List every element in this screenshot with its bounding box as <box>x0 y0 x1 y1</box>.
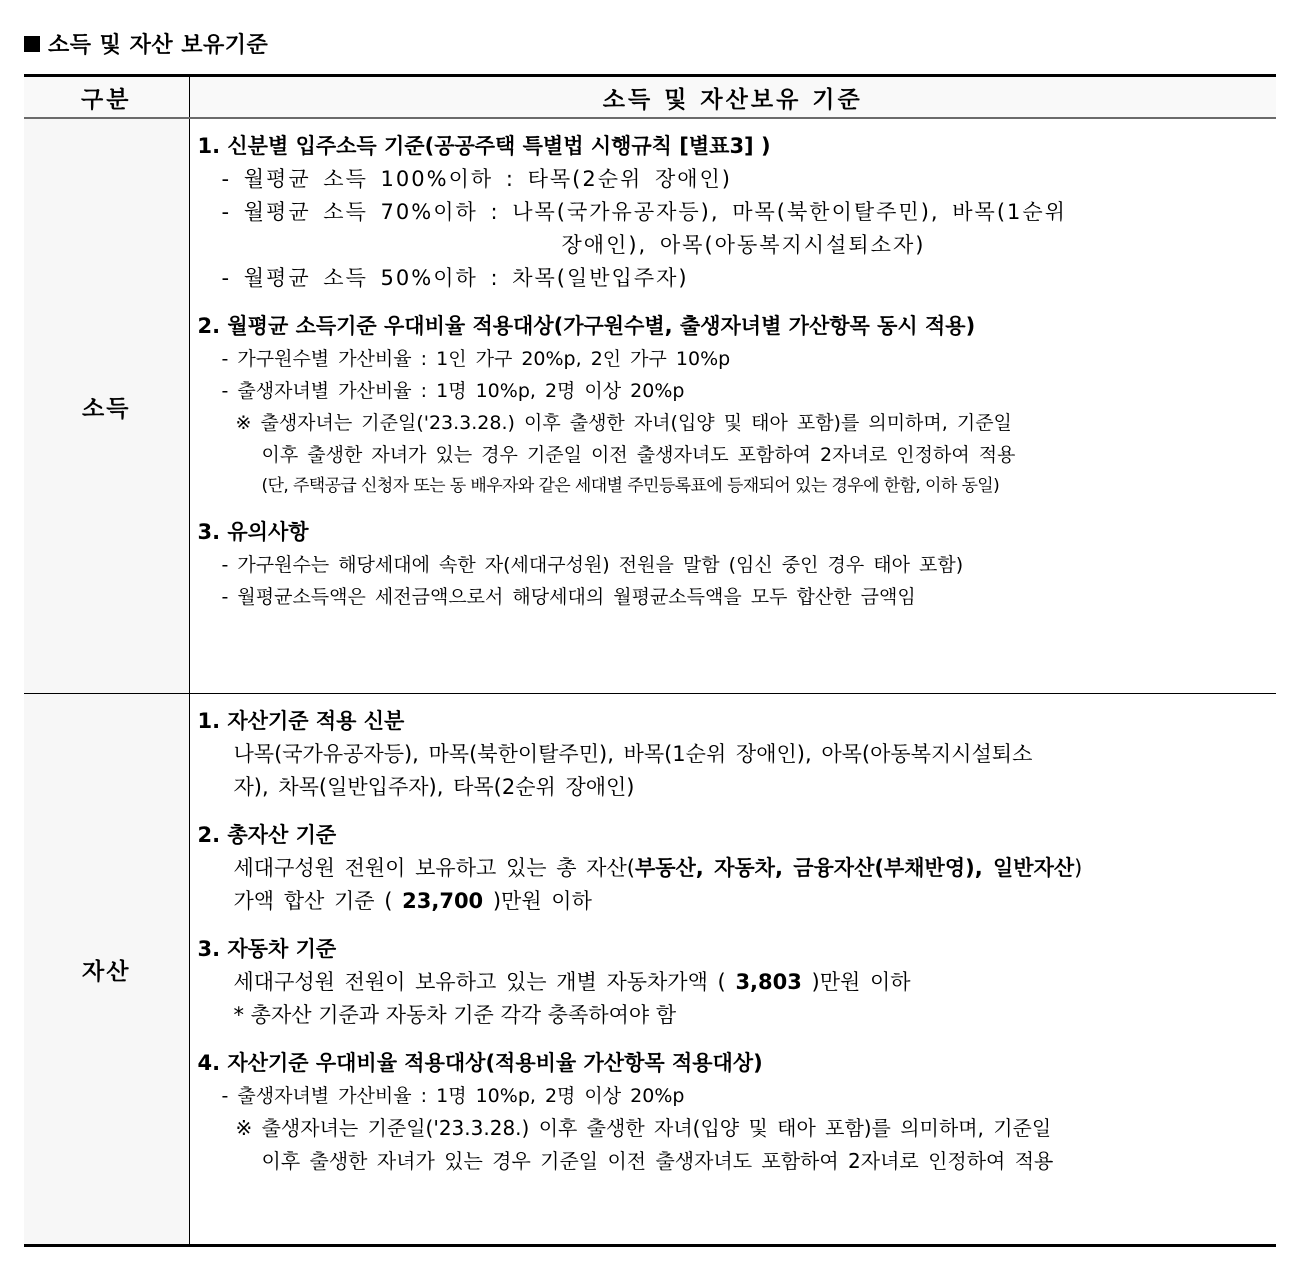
asset-block-2 <box>198 818 1277 918</box>
asset-note-line: 이후 출생한 자녀가 있는 경우 기준일 이전 출생자녀도 포함하여 2자녀로 인정하여 적용 <box>261 1149 1054 1173</box>
asset-line: 나목(국가유공자등), 마목(북한이탈주민), 바목(1순위 장애인), 아목(아동복지시설퇴소 <box>233 742 1033 766</box>
asset-types-bold: 부동산, 자동차, 금융자산(부채반영), 일반자산 <box>634 856 1075 880</box>
asset-block-3 <box>198 932 1277 1032</box>
asset-heading-1: 1. 자산기준 적용 신분 <box>197 709 405 733</box>
income-line: - 출생자녀별 가산비율 : 1명 10%p, 2명 이상 20%p <box>221 380 685 402</box>
income-line: - 월평균 소득 50%이하 : 차목(일반입주자) <box>221 266 689 290</box>
car-note-line: * 총자산 기준과 자동차 기준 각각 충족하여야 함 <box>233 1003 677 1027</box>
income-block-1 <box>198 129 1277 295</box>
section-title <box>24 28 268 59</box>
income-heading-3: 3. 유의사항 <box>197 520 309 544</box>
category-asset: 자산 <box>24 694 189 1246</box>
income-heading-2: 2. 월평균 소득기준 우대비율 적용대상(가구원수별, 출생자녀별 가산항목 동시 적용) <box>197 314 976 338</box>
total-asset-limit: 23,700 <box>402 889 484 913</box>
income-criteria-cell <box>189 118 1276 694</box>
income-note-line: ※ 출생자녀는 기준일('23.3.28.) 이후 출생한 자녀(입양 및 태아 포함)를 의미하며, 기준일 <box>235 412 1012 434</box>
header-category: 구분 <box>24 76 189 119</box>
income-line: - 가구원수는 해당세대에 속한 자(세대구성원) 전원을 말함 (임신 중인 경우 태아 포함) <box>221 554 964 576</box>
income-line: - 가구원수별 가산비율 : 1인 가구 20%p, 2인 가구 10%p <box>221 348 731 370</box>
income-note-small: (단, 주택공급 신청자 또는 동 배우자와 같은 세대별 주민등록표에 등재되어 있는 경우에 한함, 이하 동일) <box>261 476 1000 496</box>
income-line: - 월평균 소득 70%이하 : 나목(국가유공자등), 마목(북한이탈주민), 바목(1순위 <box>221 200 1067 224</box>
income-line: - 월평균소득액은 세전금액으로서 해당세대의 월평균소득액을 모두 합산한 금액임 <box>221 586 916 608</box>
income-line: - 월평균 소득 100%이하 : 타목(2순위 장애인) <box>221 167 732 191</box>
asset-heading-2: 2. 총자산 기준 <box>197 823 337 847</box>
income-block-2 <box>198 309 1277 501</box>
table-row-income <box>24 118 1276 694</box>
income-note-line: 이후 출생한 자녀가 있는 경우 기준일 이전 출생자녀도 포함하여 2자녀로 인정하여 적용 <box>261 444 1016 466</box>
total-asset-line-1: 세대구성원 전원이 보유하고 있는 총 자산(부동산, 자동차, 금융자산(부채반영), 일반자산) <box>233 856 1083 880</box>
table-header-row <box>24 76 1276 119</box>
car-value-line: 세대구성원 전원이 보유하고 있는 개별 자동차가액 ( 3,803 )만원 이하 <box>233 970 911 994</box>
asset-block-4 <box>198 1046 1277 1178</box>
header-criteria: 소득 및 자산보유 기준 <box>189 76 1276 119</box>
total-asset-line-2: 가액 합산 기준 ( 23,700 )만원 이하 <box>233 889 592 913</box>
income-block-3 <box>198 515 1277 613</box>
asset-heading-3: 3. 자동차 기준 <box>197 937 337 961</box>
income-line: 장애인), 아목(아동복지시설퇴소자) <box>561 233 926 257</box>
asset-block-1 <box>198 704 1277 804</box>
criteria-table <box>24 74 1276 1247</box>
section-title-text: 소득 및 자산 보유기준 <box>48 33 269 58</box>
asset-line: - 출생자녀별 가산비율 : 1명 10%p, 2명 이상 20%p <box>221 1085 685 1107</box>
income-heading-1: 1. 신분별 입주소득 기준(공공주택 특별법 시행규칙 [별표3] ) <box>197 134 771 158</box>
asset-line: 자), 차목(일반입주자), 타목(2순위 장애인) <box>233 775 635 799</box>
black-square-icon <box>24 36 40 52</box>
asset-note-line: ※ 출생자녀는 기준일('23.3.28.) 이후 출생한 자녀(입양 및 태아 포함)를 의미하며, 기준일 <box>235 1116 1052 1140</box>
table-row-asset <box>24 694 1276 1246</box>
asset-criteria-cell <box>189 694 1276 1246</box>
category-income: 소득 <box>24 118 189 694</box>
car-value-limit: 3,803 <box>735 970 802 994</box>
asset-heading-4: 4. 자산기준 우대비율 적용대상(적용비율 가산항목 적용대상) <box>197 1051 763 1075</box>
